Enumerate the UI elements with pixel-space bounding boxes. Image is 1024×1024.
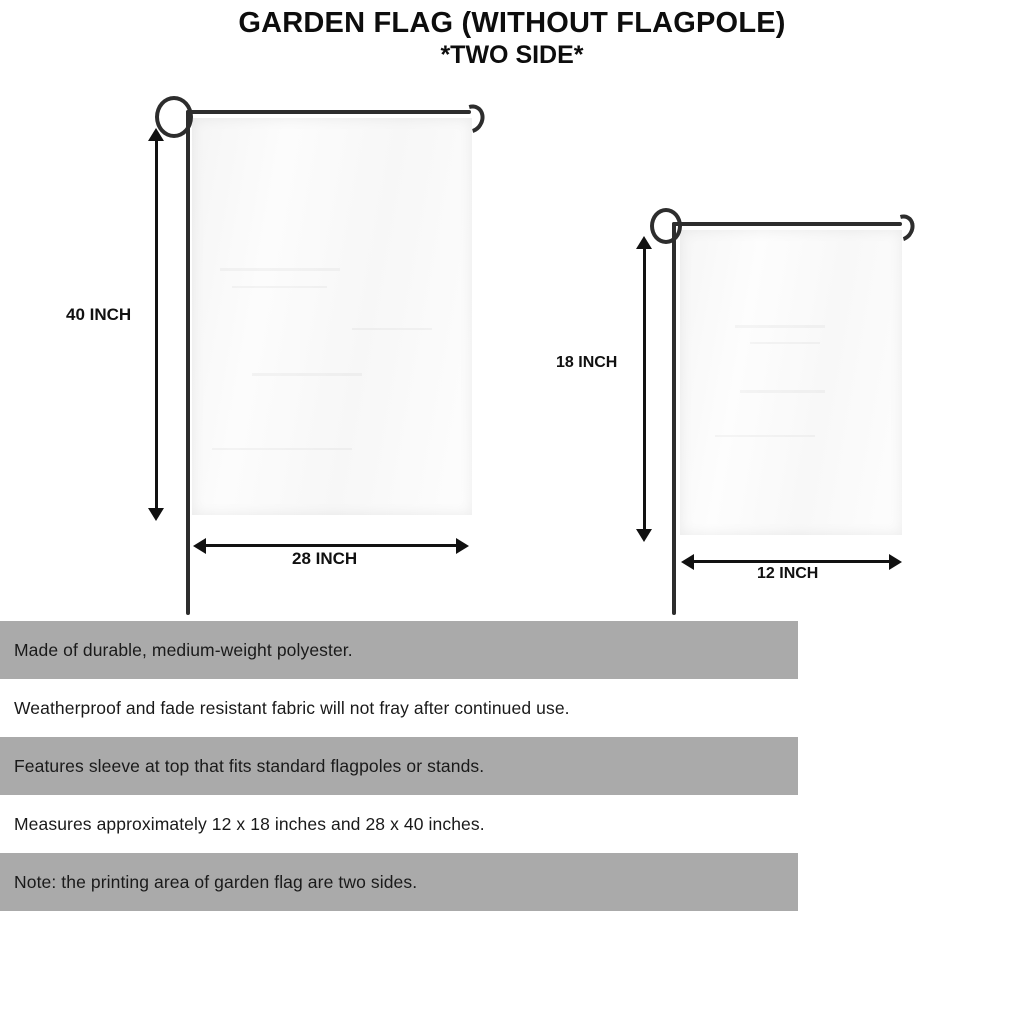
- feature-text: Made of durable, medium-weight polyester.: [14, 639, 353, 660]
- small-flag-stand-loop: [650, 208, 682, 244]
- feature-text: Weatherproof and fade resistant fabric will not fray after continued use.: [14, 697, 570, 718]
- small-flag-cloth: [680, 230, 902, 535]
- large-flag-height-line: [155, 140, 158, 515]
- large-flag-width-arrow-right: [456, 538, 469, 554]
- small-flag-width-arrow-right: [889, 554, 902, 570]
- large-flag-height-label: 40 INCH: [66, 305, 132, 324]
- feature-text: Note: the printing area of garden flag are two sides.: [14, 871, 418, 892]
- large-flag-width-line: [205, 544, 460, 547]
- small-flag-height-arrow-top: [636, 236, 652, 249]
- small-flag-height-arrow-bottom: [636, 529, 652, 542]
- small-flag-height-line: [643, 248, 646, 536]
- page-title: [0, 6, 1024, 71]
- large-flag-width-arrow-left: [193, 538, 206, 554]
- list-item: [0, 679, 798, 737]
- small-flag-stand-post: [672, 222, 676, 615]
- large-flag-cloth: [192, 118, 472, 515]
- large-flag-height-arrow-top: [148, 128, 164, 141]
- small-flag-width-arrow-left: [681, 554, 694, 570]
- feature-list: [0, 621, 798, 911]
- large-flag-stand-arm: [186, 110, 471, 114]
- feature-text: Measures approximately 12 x 18 inches and 28 x 40 inches.: [14, 813, 485, 834]
- small-flag-width-label: 12 INCH: [757, 565, 819, 582]
- list-item: [0, 795, 798, 853]
- large-flag-height-arrow-bottom: [148, 508, 164, 521]
- small-flag-width-line: [693, 560, 893, 563]
- title-subtitle: *TWO SIDE*: [440, 41, 584, 69]
- small-flag-stand-arm: [672, 222, 902, 226]
- large-flag-stand-post: [186, 110, 190, 615]
- list-item: [0, 621, 798, 679]
- title-main: GARDEN FLAG (WITHOUT FLAGPOLE): [238, 7, 786, 39]
- small-flag-height-label: 18 INCH: [556, 354, 618, 371]
- large-flag-width-label: 28 INCH: [292, 549, 358, 568]
- feature-text: Features sleeve at top that fits standard flagpoles or stands.: [14, 755, 485, 776]
- list-item: [0, 737, 798, 795]
- list-item: [0, 853, 798, 911]
